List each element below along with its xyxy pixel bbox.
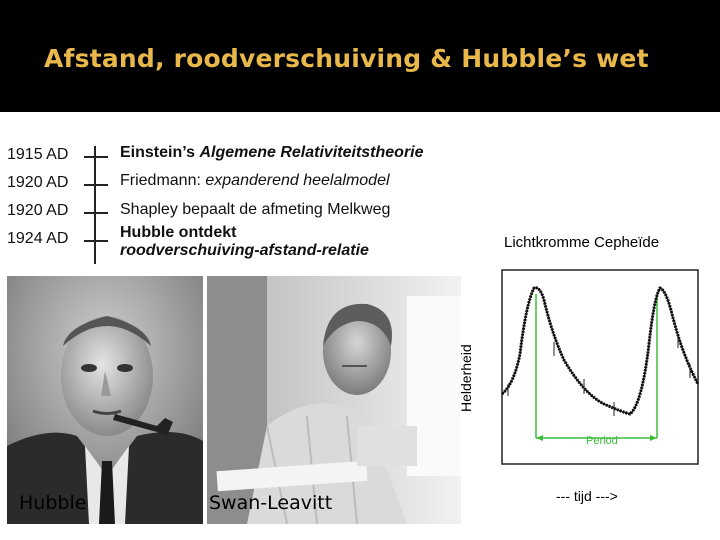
slide-title: Afstand, roodverschuiving & Hubble’s wet	[44, 44, 649, 73]
event-bold-italic-text: Algemene Relativiteitstheorie	[199, 144, 424, 161]
timeline-tick	[84, 184, 108, 186]
event-plain-text: Shapley bepaalt de afmeting Melkweg	[120, 201, 391, 218]
hubble-photo	[7, 276, 203, 524]
event-bold-italic-text: roodverschuiving-afstand-relatie	[120, 242, 369, 259]
event-italic-text: expanderend heelalmodel	[205, 172, 390, 189]
timeline-axis	[94, 146, 96, 264]
leavitt-photo	[207, 276, 461, 524]
event-plain-text: Friedmann:	[120, 172, 206, 189]
light-curve-chart	[494, 264, 706, 468]
chart-ylabel: Helderheid	[458, 344, 474, 412]
timeline-year: 1915 AD	[7, 146, 69, 163]
timeline-event-einstein	[120, 144, 424, 162]
timeline-tick	[84, 212, 108, 214]
hubble-caption: Hubble	[19, 492, 87, 514]
chart-xlabel: --- tijd --->	[556, 488, 618, 504]
timeline-event-hubble	[120, 224, 369, 260]
chart-title: Lichtkromme Cepheïde	[504, 234, 660, 251]
timeline-event-friedmann	[120, 172, 390, 190]
timeline-tick	[84, 240, 108, 242]
timeline-year: 1920 AD	[7, 202, 69, 219]
event-bold-text: Einstein’s	[120, 144, 200, 161]
leavitt-caption: Swan-Leavitt	[209, 492, 333, 514]
period-label: Period	[586, 435, 618, 447]
event-bold-text: Hubble ontdekt	[120, 224, 237, 241]
timeline-tick	[84, 156, 108, 158]
timeline-event-shapley	[120, 201, 390, 219]
timeline-year: 1924 AD	[7, 230, 69, 247]
timeline-year: 1920 AD	[7, 174, 69, 191]
